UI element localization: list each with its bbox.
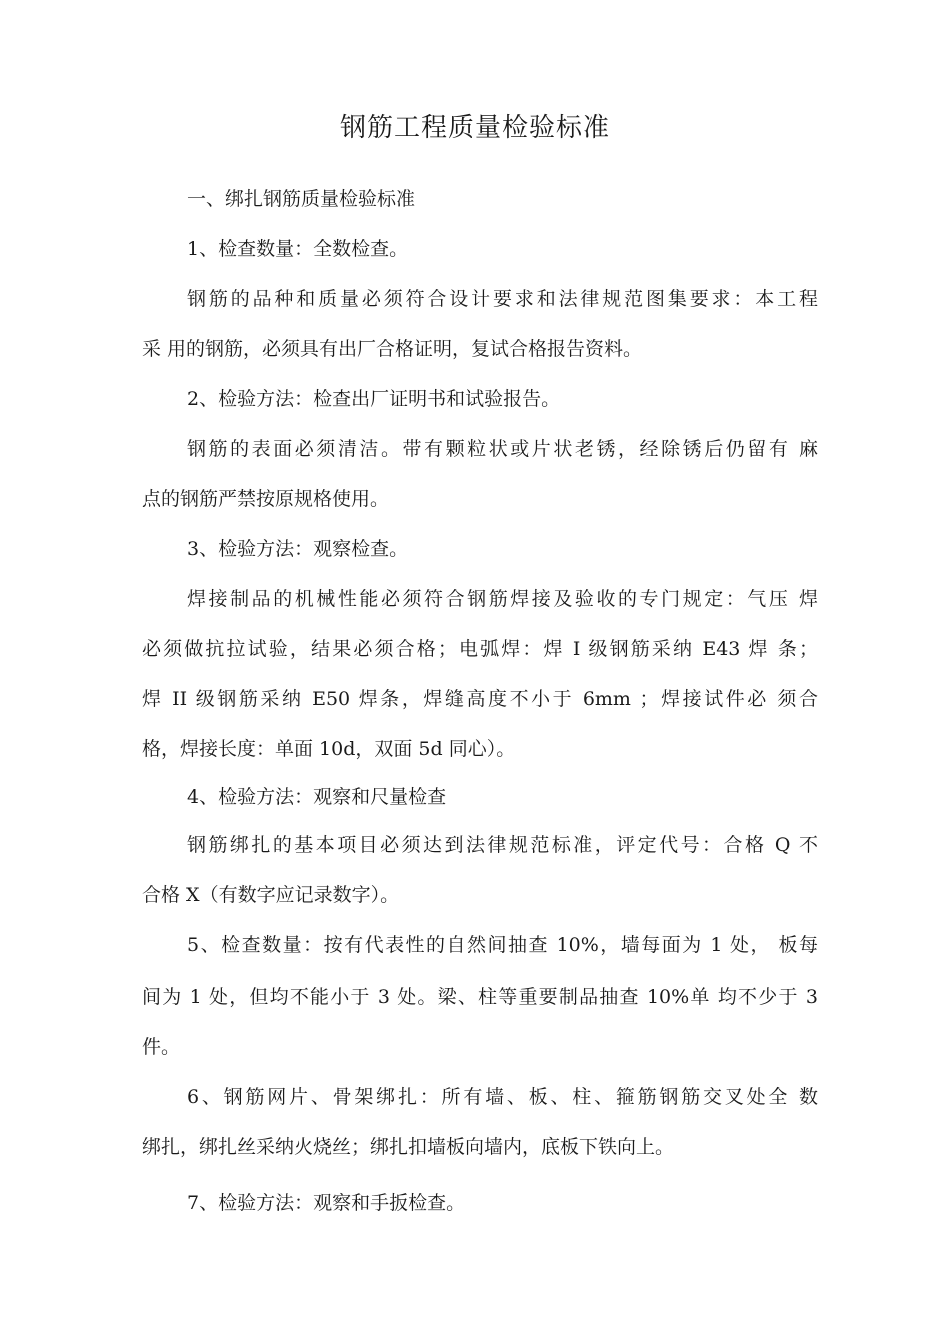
text-line: 5、检查数量：按有代表性的自然间抽查 10%，墙每面为 1 处， 板每: [187, 934, 818, 956]
text-line: 钢筋绑扎的基本项目必须达到法律规范标准，评定代号：合格 Q 不: [187, 834, 818, 856]
text-line: 格，焊接长度：单面 10d，双面 5d 同心）。: [142, 738, 516, 760]
text-line: 7、检验方法：观察和手扳检查。: [187, 1192, 466, 1214]
text-line: 点的钢筋严禁按原规格使用。: [142, 488, 390, 510]
text-line: 间为 1 处，但均不能小于 3 处。梁、柱等重要制品抽查 10%单 均不少于 3: [142, 986, 818, 1008]
text-line: 合格 X（有数字应记录数字）。: [142, 884, 400, 906]
text-line: 绑扎，绑扎丝采纳火烧丝；绑扎扣墙板向墙内，底板下铁向上。: [142, 1136, 675, 1158]
text-line: 采 用的钢筋，必须具有出厂合格证明，复试合格报告资料。: [142, 338, 643, 360]
text-line: 钢筋的品种和质量必须符合设计要求和法律规范图集要求：本工程: [187, 288, 818, 310]
text-line: 6、钢筋网片、骨架绑扎：所有墙、板、柱、箍筋钢筋交叉处全 数: [187, 1086, 818, 1108]
text-line: 件。: [142, 1036, 181, 1058]
text-line: 焊接制品的机械性能必须符合钢筋焊接及验收的专门规定：气压 焊: [187, 588, 818, 610]
document-title: 钢筋工程质量检验标准: [339, 113, 610, 143]
text-line: 4、检验方法：观察和尺量检查: [187, 786, 447, 808]
text-line: 3、检验方法：观察检查。: [187, 538, 409, 560]
text-line: 必须做抗拉试验，结果必须合格；电弧焊：焊 I 级钢筋采纳 E43 焊 条；: [142, 638, 818, 660]
text-line: 1、检查数量：全数检查。: [187, 238, 409, 260]
text-line: 钢筋的表面必须清洁。带有颗粒状或片状老锈，经除锈后仍留有 麻: [187, 438, 818, 460]
text-line: 焊 II 级钢筋采纳 E50 焊条，焊缝高度不小于 6mm ；焊接试件必 须合: [142, 688, 818, 710]
section-heading: 一、绑扎钢筋质量检验标准: [187, 188, 416, 210]
text-line: 2、检验方法：检查出厂证明书和试验报告。: [187, 388, 561, 410]
